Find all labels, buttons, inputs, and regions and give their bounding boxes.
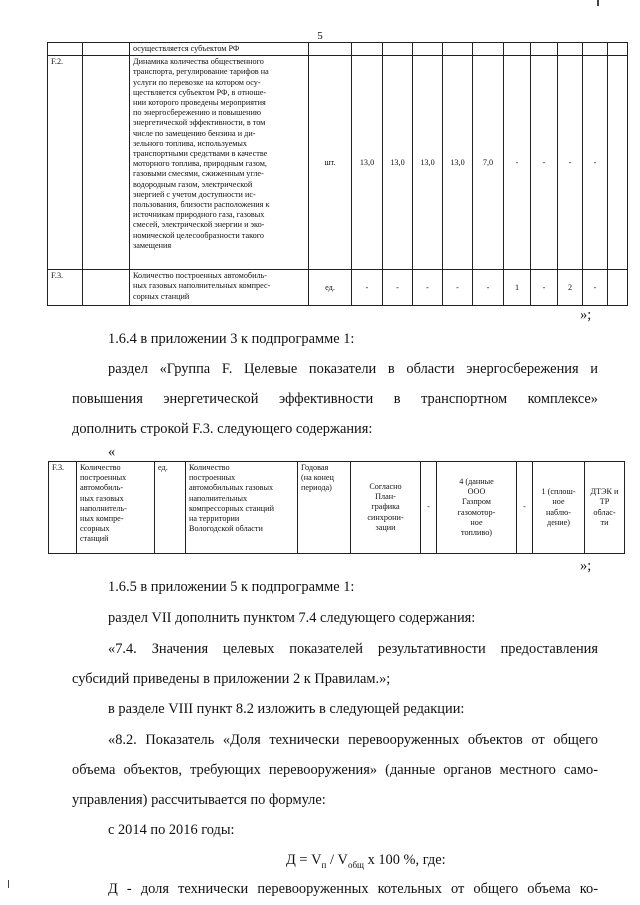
paragraph: в разделе VIII пункт 8.2 изложить в следующей редакции:	[108, 701, 465, 717]
table-row	[48, 56, 628, 270]
page-number: 5	[317, 30, 323, 42]
table2-closing-quote: »;	[580, 558, 592, 574]
paragraph: субсидий приведены в приложении 2 к Правилам.»;	[72, 671, 391, 687]
indicator-definition: Количество построенных автомобильных газовых наполнительных компрессорных станций на территории Вологодской области	[186, 462, 298, 554]
table-row	[48, 270, 628, 306]
row-unit: ед.	[155, 462, 186, 554]
paragraph: с 2014 по 2016 годы:	[108, 822, 235, 838]
row-description: Динамика количества общественного транспорта, регулирование тарифов на услуги по перевозке на котором осу- ществляется субъектом РФ, в отноше- нии которого проведены мероприятия по энергосбережению и повышению энергетической эффективности, в том числе по замещению бензина и ди- зельного топлива, используемых транспортными средствами в качестве моторного топлива, природным газом, газовыми смесями, сжиженным угле- водородным газом, электрической энергией с учетом доступности ис- пользования, близости расположения к источникам природного газа, газовых смесей, электрической энергии и эко- номической целесообразности такого замещения	[130, 56, 309, 270]
table-cell: -	[531, 270, 558, 306]
table-cell: 2	[558, 270, 583, 306]
opening-quote: «	[108, 444, 116, 460]
responsible-cell: ДТЭК и ТР облас- ти	[585, 462, 625, 554]
table-cell: -	[413, 270, 443, 306]
paragraph: раздел VII дополнить пунктом 7.4 следующего содержания:	[108, 610, 476, 626]
row-unit: шт.	[309, 56, 352, 270]
paragraph: повышения энергетической эффективности в транспортном комплексе»	[72, 391, 598, 407]
table-cell: 1	[504, 270, 531, 306]
paragraph: 1.6.5 в приложении 5 к подпрограмме 1:	[108, 579, 355, 595]
row-code: F.3.	[48, 270, 83, 306]
paragraph: Д - доля технически перевооруженных котельных от общего объема ко-	[108, 881, 598, 897]
paragraph: «7.4. Значения целевых показателей результативности предоставления	[108, 641, 598, 657]
paragraph: «8.2. Показатель «Доля технически перевооруженных объектов от общего	[108, 732, 598, 748]
table-cell: 13,0	[443, 56, 473, 270]
paragraph: 1.6.4 в приложении 3 к подпрограмме 1:	[108, 331, 355, 347]
paragraph: объема объектов, требующих перевооружения» (данные органов местного само-	[72, 762, 598, 778]
table-cell: -	[517, 462, 533, 554]
paragraph: управления) рассчитывается по формуле:	[72, 792, 326, 808]
scan-mark-top	[597, 0, 599, 6]
table-cell: -	[583, 56, 608, 270]
row-code: F.3.	[49, 462, 77, 554]
table-cell: 13,0	[383, 56, 413, 270]
table-cell: -	[421, 462, 437, 554]
table-cell: -	[504, 56, 531, 270]
paragraph: дополнить строкой F.3. следующего содержания:	[72, 421, 373, 437]
paragraph: раздел «Группа F. Целевые показатели в области энергосбережения и	[108, 361, 598, 377]
table-cell: -	[473, 270, 504, 306]
table-cell: -	[558, 56, 583, 270]
row-description: Количество построенных автомобиль- ных газовых наполнительных компрес- сорных станций	[130, 270, 309, 306]
row-description: осуществляется субъектом РФ	[130, 43, 309, 56]
scan-mark-bottom	[8, 880, 9, 888]
source-cell: 4 (данные ООО Газпром газомотор- ное топливо)	[437, 462, 517, 554]
table-cell: 13,0	[413, 56, 443, 270]
new-row-f3-table	[48, 461, 625, 554]
indicator-table-continued	[47, 42, 628, 306]
formula: $Д = V_п / V_{общ}$ х 100 %, где:	[286, 852, 446, 870]
table-cell	[608, 270, 628, 306]
table1-closing-quote: »;	[580, 307, 592, 323]
table-cell: -	[583, 270, 608, 306]
table-cell: -	[383, 270, 413, 306]
indicator-name: Количество построенных автомобиль- ных газовых наполнитель- ных компре- ссорных станций	[77, 462, 155, 554]
table-cell: 13,0	[352, 56, 383, 270]
table-cell: -	[352, 270, 383, 306]
table-row	[48, 43, 628, 56]
coverage-cell: 1 (сплош- ное наблю- дение)	[533, 462, 585, 554]
row-unit: ед.	[309, 270, 352, 306]
period-cell: Годовая (на конец периода)	[298, 462, 351, 554]
table-row	[49, 462, 625, 554]
method-cell: Согласно План- графика синхрони- зации	[351, 462, 421, 554]
table-cell: -	[443, 270, 473, 306]
table-cell: 7,0	[473, 56, 504, 270]
table-cell	[608, 56, 628, 270]
table-cell: -	[531, 56, 558, 270]
row-code: F.2.	[48, 56, 83, 270]
